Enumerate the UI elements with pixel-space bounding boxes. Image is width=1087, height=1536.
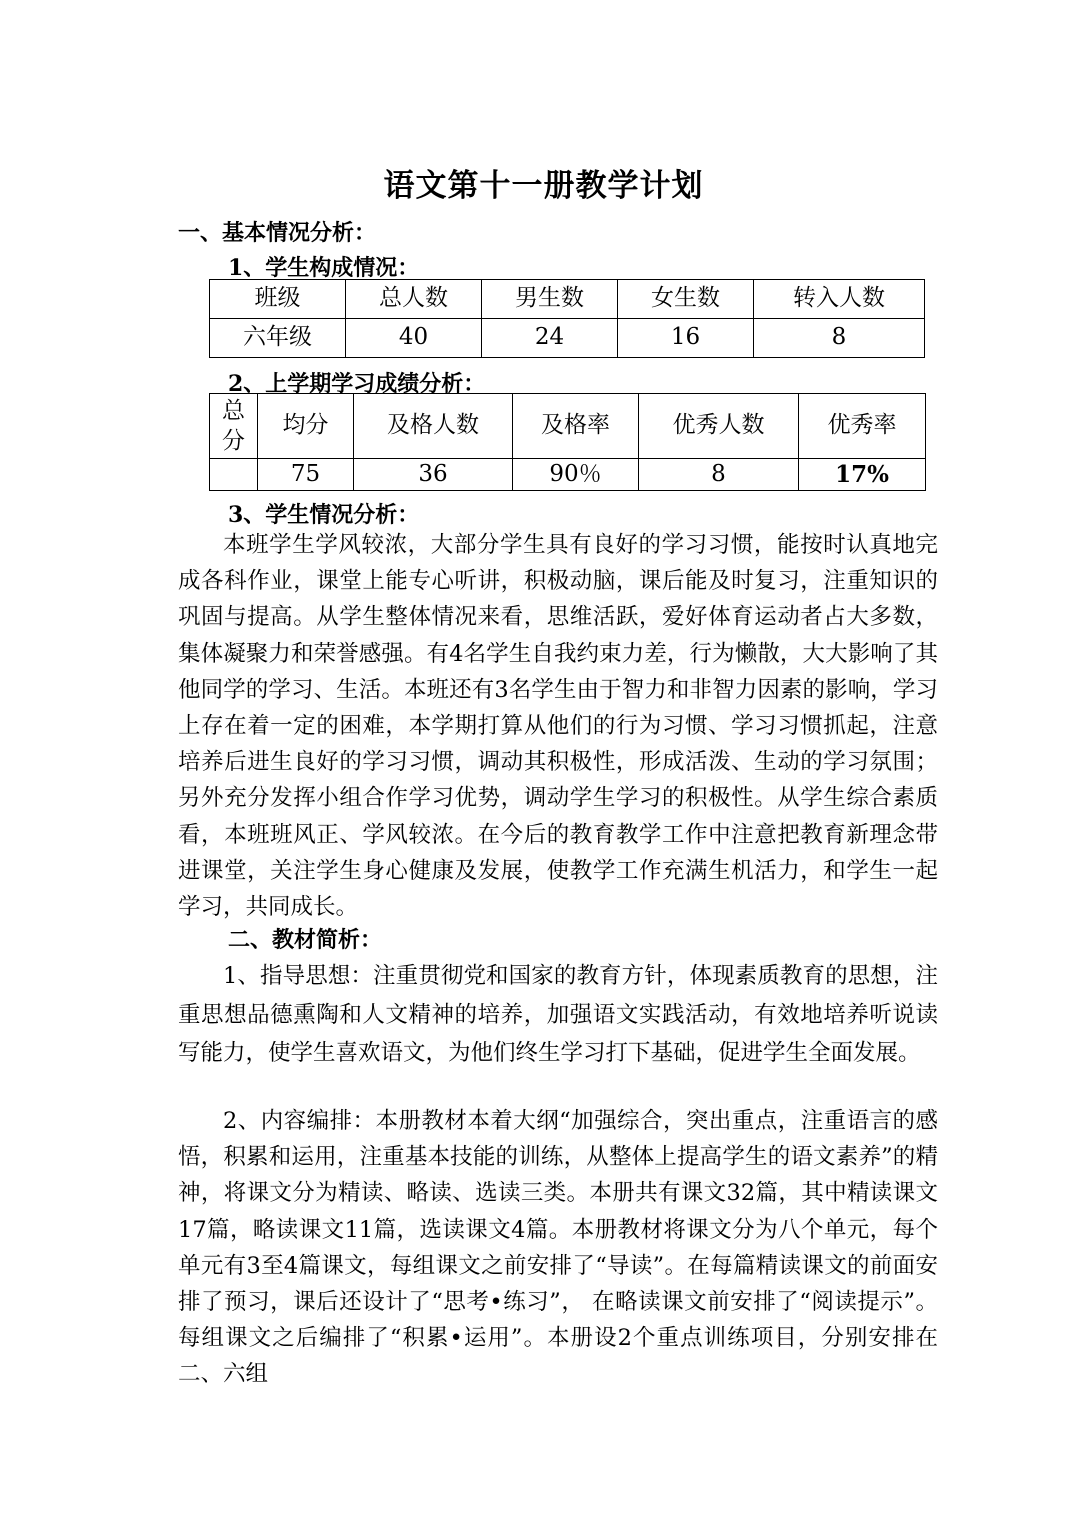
table-header-row xyxy=(210,394,926,459)
table-cell: 75 xyxy=(258,459,354,491)
score-analysis-table xyxy=(209,393,926,491)
table-cell: 16 xyxy=(618,319,754,358)
table-row xyxy=(210,319,925,358)
header-cell: 总人数 xyxy=(346,280,482,319)
table-row xyxy=(210,459,926,491)
header-cell: 女生数 xyxy=(618,280,754,319)
content-arrangement-paragraph: 2、内容编排：本册教材本着大纲“加强综合，突出重点，注重语言的感悟，积累和运用，注重基本技能的训练，从整体上提高学生的语文素养”的精神，将课文分为精读、略读、选读三类。本册共有课文32篇，其中精读课文17篇，略读课文11篇，选读课文4篇。本册教材将课文分为八个单元，每个单元有3至4篇课文，每组课文之前安排了“导读”。在每篇精读课文的前面安排了预习，课后还设计了“思考•练习”， 在略读课文前安排了“阅读提示”。 每组课文之后编排了“积累•运用”。本册设2个重点训练项目，分别安排在二、六组 xyxy=(178,1108,938,1388)
header-cell: 优秀人数 xyxy=(639,394,799,459)
guiding-ideas-paragraph: 1、指导思想：注重贯彻党和国家的教育方针，体现素质教育的思想，注重思想品德熏陶和人文精神的培养，加强语文实践活动，有效地培养听说读写能力，使学生喜欢语文，为他们终生学习打下基础，促进学生全面发展。 xyxy=(178,963,938,1067)
section2-heading: 二、教材简析： xyxy=(228,927,383,953)
student-composition-heading: 1、学生构成情况： xyxy=(228,255,420,281)
header-cell: 男生数 xyxy=(482,280,618,319)
header-cell: 转入人数 xyxy=(754,280,925,319)
table-cell: 40 xyxy=(346,319,482,358)
header-cell: 及格率 xyxy=(513,394,639,459)
table-cell: 24 xyxy=(482,319,618,358)
section1-heading: 一、基本情况分析： xyxy=(178,220,377,246)
header-cell: 班级 xyxy=(210,280,346,319)
table-cell xyxy=(210,459,258,491)
table-cell: 8 xyxy=(754,319,925,358)
page-title: 语文第十一册教学计划 xyxy=(383,168,704,204)
student-analysis-heading: 3、学生情况分析： xyxy=(228,502,420,528)
header-cell: 均分 xyxy=(258,394,354,459)
header-total-score: 总分 xyxy=(222,398,245,454)
header-cell: 优秀率 xyxy=(799,394,926,459)
table-cell: 36 xyxy=(354,459,513,491)
table-cell: 17% xyxy=(799,459,926,491)
header-cell: 及格人数 xyxy=(354,394,513,459)
table-header-row xyxy=(210,280,925,319)
student-composition-table xyxy=(209,279,925,358)
table-cell: 8 xyxy=(639,459,799,491)
student-analysis-paragraph: 本班学生学风较浓，大部分学生具有良好的学习习惯，能按时认真地完成各科作业，课堂上能专心听讲，积极动脑，课后能及时复习，注重知识的巩固与提高。从学生整体情况来看，思维活跃，爱好体育运动者占大多数，集体凝聚力和荣誉感强。有4名学生自我约束力差，行为懒散，大大影响了其他同学的学习、生活。本班还有3名学生由于智力和非智力因素的影响，学习上存在着一定的困难，本学期打算从他们的行为习惯、学习习惯抓起，注意培养后进生良好的学习习惯，调动其积极性，形成活泼、生动的学习氛围；另外充分发挥小组合作学习优势，调动学生学习的积极性。从学生综合素质看，本班班风正、学风较浓。在今后的教育教学工作中注意把教育新理念带进课堂，关注学生身心健康及发展，使教学工作充满生机活力，和学生一起学习，共同成长。 xyxy=(178,532,938,921)
header-cell xyxy=(210,394,258,459)
score-analysis-heading: 2、上学期学习成绩分析： xyxy=(228,371,486,397)
table-cell: 六年级 xyxy=(210,319,346,358)
table-cell: 90％ xyxy=(513,459,639,491)
